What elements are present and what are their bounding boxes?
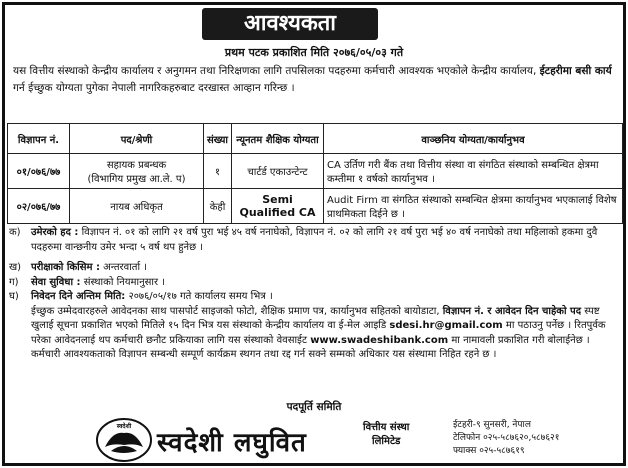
intro-text-2: गर्न ईच्छुक योग्यता पुगेका नेपाली नागरिकहरुबाट दरखास्त आव्हान गरिन्छ । [13, 82, 295, 94]
website-link[interactable]: www.swadeshibank.com [310, 334, 449, 346]
cell-qualification: Semi Qualified CA [232, 189, 324, 224]
logo-text: स्वदेशी [116, 423, 132, 430]
committee-signature: पदपूर्ति समिति [286, 401, 342, 413]
note-application-process: ईच्छुक उम्मेदवारहरुले आवेदनका साथ पासपोर्ट साइजको फोटो, शैक्षिक प्रमाण पत्र, कार्यानुभव सहितको बायोडाटा, विज्ञापन नं. र आवेदन दिन चाहेको पद स्पष्ट खुलाई सूचना प्रकाशित भएको मितिले १५ दिन भित्र यस संस्थाको केन्द्रीय कार्यालय वा ई-मेल आइडि sdesi.hr@gmail.com मा पठाउनु पर्नेछ । रितपुर्वक परेका आवेदनलाई थप कर्मचारी छनौट प्रकियाका लागि यस संस्थाको वेवसाईट www.swadeshibank.com मा नामावली प्रकाशित गरी बोलाईनेछ । कर्मचारी आवश्यकताको विज्ञापन सम्बन्धी सम्पूर्ण कार्यक्रम स्थगन तथा रद्द गर्न सक्ने सम्मको अधिकार यस संस्थामा निहित रहने छ । [31, 305, 606, 360]
position-title: नायब अधिकृत [110, 202, 163, 213]
advertisement-page [2, 2, 626, 466]
cell-ad-no: ०२/०७६/७७ [8, 189, 70, 224]
brand-name: स्वदेशी लघुवित [157, 428, 307, 458]
vacancy-table [7, 123, 623, 224]
col-qualification: न्यूनतम शैक्षिक योग्यता [232, 124, 324, 154]
note-text: अन्तरवार्ता । [99, 262, 148, 273]
page-title: आवश्यकता [202, 8, 378, 40]
address: ईटहरी-९ सुनसरी, नेपाल [453, 420, 531, 430]
table-row [8, 154, 623, 189]
publish-date: प्रथम पटक प्रकाशित मिति २०७६/०५/०३ गते [224, 46, 404, 59]
note-title: परीक्षाको किसिम : [31, 262, 100, 273]
note-title: निवेदन दिने अन्तिम मिति: [31, 291, 126, 302]
note-age-limit [9, 226, 621, 255]
contact-info [453, 419, 559, 458]
cell-qualification: चार्टर्ड एकाउन्टेन्ट [232, 154, 324, 189]
position-subtitle: (विभागिय प्रमुख आ.ले. प) [87, 174, 186, 185]
email-link[interactable]: sdesi.hr@gmail.com [389, 320, 503, 331]
cell-count: केही [204, 189, 232, 224]
note-text: संस्थाको नियमानुसार । [80, 276, 166, 288]
footer [5, 415, 623, 465]
note-benefits [9, 276, 621, 291]
intro-bold: ईटहरीमा बसी कार्य [539, 65, 612, 77]
note-text: २०७६/०५/१७ गते कार्यालय समय भित्र । [125, 291, 273, 302]
note-title: सेवा सुविधा : [31, 276, 81, 288]
notes-section [9, 226, 621, 363]
note-label: ख) [9, 262, 22, 273]
table-row [8, 189, 623, 224]
table-header-row [8, 124, 623, 154]
position-title: सहायक प्रबन्धक [106, 160, 167, 171]
cell-count: १ [204, 154, 232, 189]
cell-position [70, 189, 204, 224]
note-deadline [9, 290, 621, 305]
note-label: घ) [9, 291, 19, 302]
note-title: उमेरको हद : [31, 227, 79, 238]
intro-paragraph [13, 63, 621, 97]
note-text: विज्ञापन नं. ०१ को लागि २१ वर्ष पुरा भई ४५ वर्ष ननाघेको, विज्ञापन नं. ०२ को लागि २१ वर्ष पुरा भई ४० वर्ष ननाघेको तथा महिलाको हकमा दुवै पदहरुमा वान्छनीय उमेर भन्दा ५ वर्ष थप हुनेछ । [31, 227, 598, 253]
cell-position [70, 154, 204, 189]
fax: फ्याक्स ०२५-५८७६१९ [453, 446, 525, 456]
phone: टेलिफोन ०२५-५८७६२०,५८७६२१ [453, 433, 560, 443]
col-ad-no: विज्ञापन नं. [8, 124, 70, 154]
cell-desirable: Audit Firm वा संगठित संस्थाको सम्बन्धित क्षेत्रमा कार्यानुभव भएकालाई विशेष प्राथमिकता दिईने छ । [324, 189, 623, 224]
col-position: पद/श्रेणी [70, 124, 204, 154]
note-exam-type [9, 261, 621, 276]
hands-logo-icon [95, 417, 153, 463]
col-count: संख्या [204, 124, 232, 154]
cell-ad-no: ०१/०७६/७७ [8, 154, 70, 189]
col-desirable: वाञ्छनिय योग्यता/कार्यानुभव [324, 124, 623, 154]
brand-subtitle: वित्तीय संस्था लिमिटेड [363, 422, 410, 447]
apply-bold: विज्ञापन नं. र आवेदन दिन चाहेको पद [442, 305, 582, 317]
intro-text-1: यस वित्तीय संस्थाको केन्द्रीय कार्यालय र अनुगमन तथा निरिक्षणका लागि तपसिलका पदहरुमा कर्मचारी आवश्यक भएकोले केन्द्रीय कार्यालय, [13, 65, 540, 77]
note-label: ग) [9, 276, 19, 288]
cell-desirable: CA उर्तिण गरी बैंक तथा वित्तीय संस्था वा संगठित संस्थाको सम्बन्धित क्षेत्रमा कम्तीमा १ वर्षको कार्यानुभव । [324, 154, 623, 189]
note-label: क) [9, 227, 21, 238]
